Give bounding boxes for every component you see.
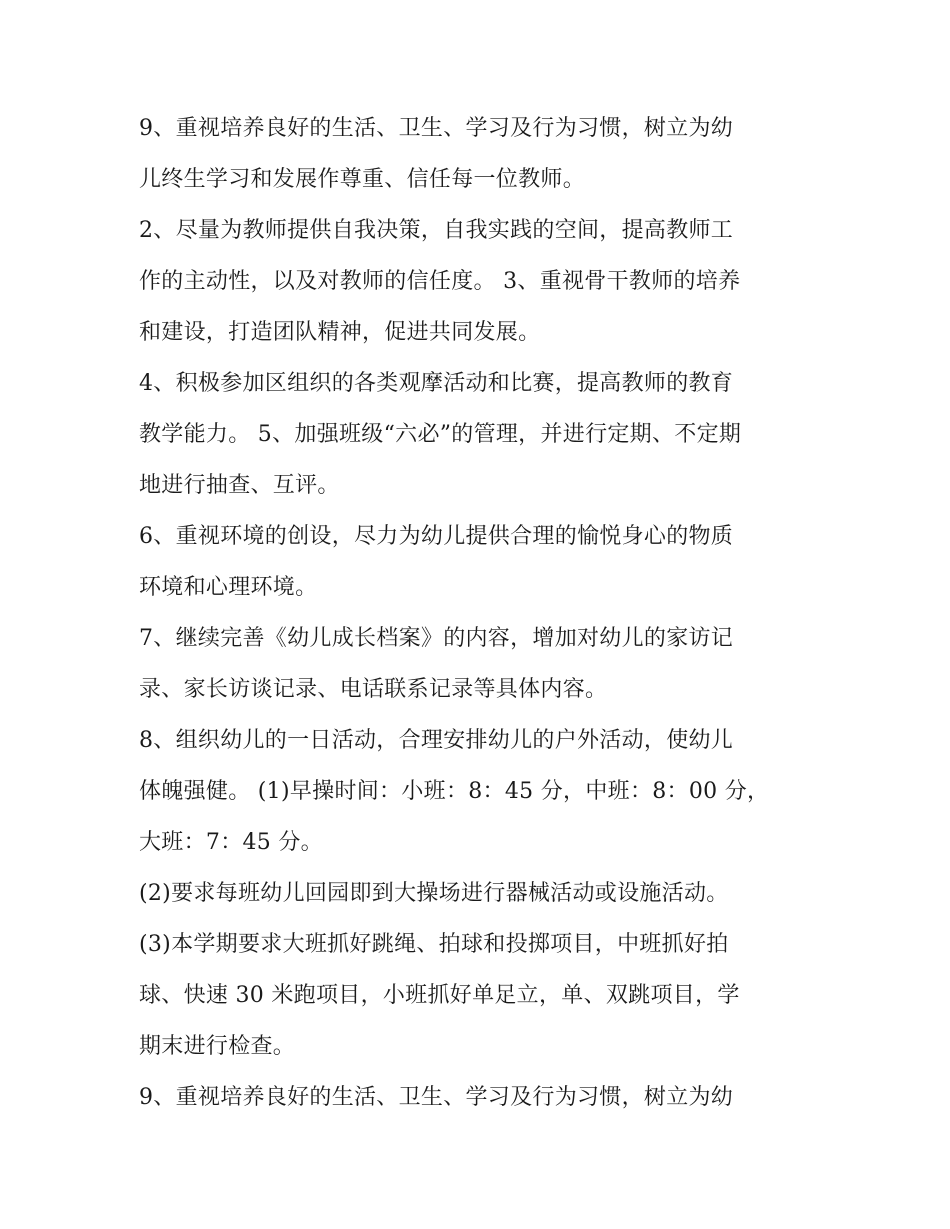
text-line: 8、组织幼儿的一日活动，合理安排幼儿的户外活动，使幼儿 xyxy=(139,728,734,753)
document-body xyxy=(139,103,819,1123)
text-line: 地进行抽查、互评。 xyxy=(139,473,340,498)
text-line: 4、积极参加区组织的各类观摩活动和比赛，提高教师的教育 xyxy=(139,371,734,396)
text-line: 7、继续完善《幼儿成长档案》的内容，增加对幼儿的家访记 xyxy=(139,626,734,651)
text-line: 作的主动性，以及对教师的信任度。 3、重视骨干教师的培养 xyxy=(139,269,741,294)
text-line: 录、家长访谈记录、电话联系记录等具体内容。 xyxy=(139,677,608,702)
text-line: 2、尽量为教师提供自我决策，自我实践的空间，提高教师工 xyxy=(139,218,734,243)
text-line: 球、快速 30 米跑项目，小班抓好单足立，单、双跳项目，学 xyxy=(139,983,740,1008)
text-line: (3)本学期要求大班抓好跳绳、拍球和投掷项目，中班抓好拍 xyxy=(139,932,729,957)
text-line: 教学能力。 5、加强班级“六必”的管理，并进行定期、不定期 xyxy=(139,422,742,447)
text-line: 6、重视环境的创设，尽力为幼儿提供合理的愉悦身心的物质 xyxy=(139,524,734,549)
text-line: 和建设，打造团队精神，促进共同发展。 xyxy=(139,320,541,345)
text-line: 9、重视培养良好的生活、卫生、学习及行为习惯，树立为幼 xyxy=(139,1085,734,1110)
text-line: 环境和心理环境。 xyxy=(139,575,318,600)
text-line: 大班：7：45 分。 xyxy=(139,830,323,855)
text-line: 体魄强健。 (1)早操时间：小班：8：45 分，中班：8：00 分， xyxy=(139,779,770,804)
text-line: (2)要求每班幼儿回园即到大操场进行器械活动或设施活动。 xyxy=(139,881,729,906)
text-line: 儿终生学习和发展作尊重、信任每一位教师。 xyxy=(139,167,586,192)
text-line: 期末进行检查。 xyxy=(139,1034,296,1059)
text-line: 9、重视培养良好的生活、卫生、学习及行为习惯，树立为幼 xyxy=(139,116,734,141)
